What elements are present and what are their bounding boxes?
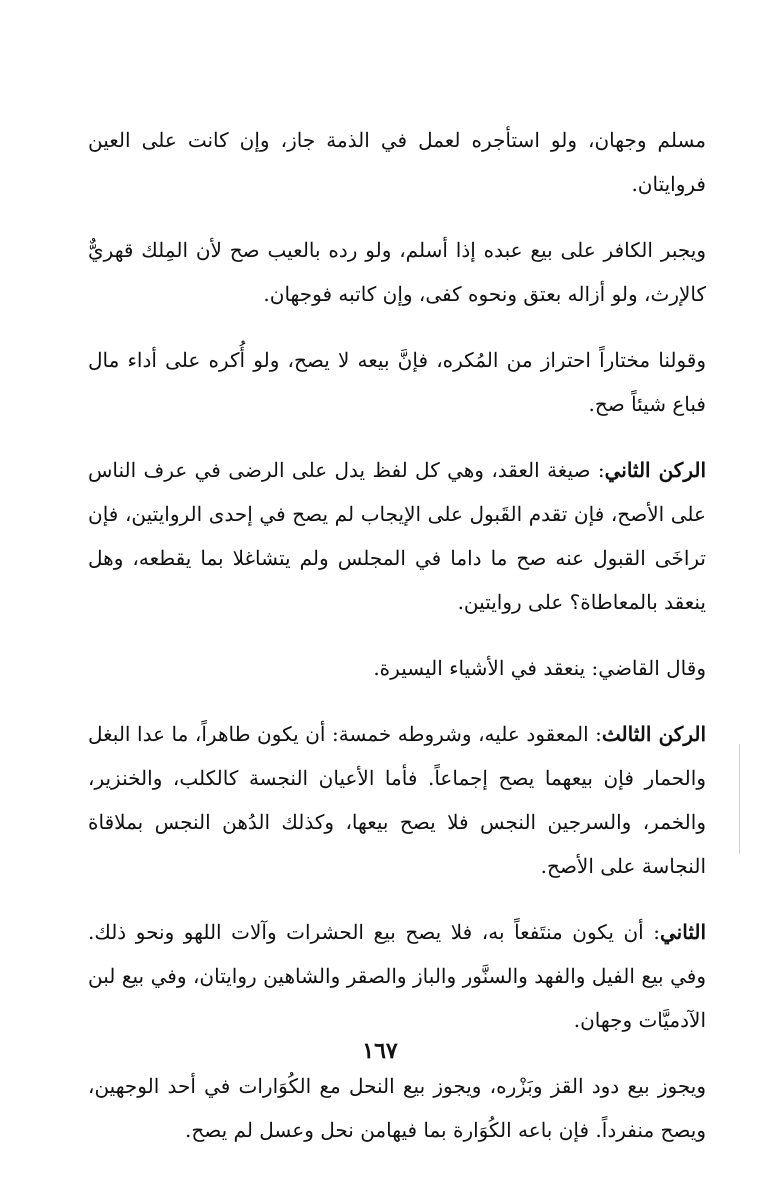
page-body	[88, 118, 706, 1174]
paragraph-3	[88, 338, 706, 426]
paragraph-7-lead: الثاني	[659, 920, 706, 944]
paragraph-7	[88, 910, 706, 1042]
paragraph-1	[88, 118, 706, 206]
paragraph-5	[88, 646, 706, 690]
paragraph-4	[88, 448, 706, 624]
paragraph-7-text: : أن يكون منتَفعاً به، فلا يصح بيع الحشرات وآلات اللهو ونحو ذلك. وفي بيع الفيل والفهد والسنَّور والباز والصقر والشاهين روايتان، وفي بيع لبن الآدميَّات وجهان.	[88, 920, 706, 1032]
paragraph-1-text: مسلم وجهان، ولو استأجره لعمل في الذمة جاز، وإن كانت على العين فروايتان.	[88, 128, 706, 196]
paragraph-6	[88, 712, 706, 888]
scan-edge-line	[739, 744, 740, 854]
paragraph-4-lead: الركن الثاني	[604, 458, 706, 482]
paragraph-3-text: وقولنا مختاراً احتراز من المُكره، فإنَّ بيعه لا يصح، ولو أُكره على أداء مال فباع شيئاً صح.	[88, 348, 706, 416]
paragraph-2	[88, 228, 706, 316]
paragraph-6-lead: الركن الثالث	[601, 722, 706, 746]
paragraph-6-text: : المعقود عليه، وشروطه خمسة: أن يكون طاهراً، ما عدا البغل والحمار فإن بيعهما يصح إجماعاً. فأما الأعيان النجسة كالكلب، والخنزير، والخمر، والسرجين النجس فلا يصح بيعها، وكذلك الدُهن النجس بملاقاة النجاسة على الأصح.	[88, 722, 706, 878]
paragraph-8-text: ويجوز بيع دود القز وبَزْره، ويجوز بيع النحل مع الكُوَارات في أحد الوجهين، ويصح منفرداً. فإن باعه الكُوَارة بما فيهامن نحل وعسل لم يصح.	[88, 1074, 706, 1142]
page-number: ١٦٧	[362, 1038, 398, 1064]
paragraph-5-text: وقال القاضي: ينعقد في الأشياء اليسيرة.	[373, 656, 706, 680]
paragraph-4-text: : صيغة العقد، وهي كل لفظ يدل على الرضى في عرف الناس على الأصح، فإن تقدم القَبول على الإيجاب لم يصح في إحدى الروايتين، فإن تراخَى القبول عنه صح ما داما في المجلس ولم يتشاغلا بما يقطعه، وهل ينعقد بالمعاطاة؟ على روايتين.	[88, 458, 706, 614]
paragraph-2-text: ويجبر الكافر على بيع عبده إذا أسلم، ولو رده بالعيب صح لأن المِلك قهريٌّ كالإرث، ولو أزاله بعتق ونحوه كفى، وإن كاتبه فوجهان.	[88, 238, 706, 306]
paragraph-8	[88, 1064, 706, 1152]
